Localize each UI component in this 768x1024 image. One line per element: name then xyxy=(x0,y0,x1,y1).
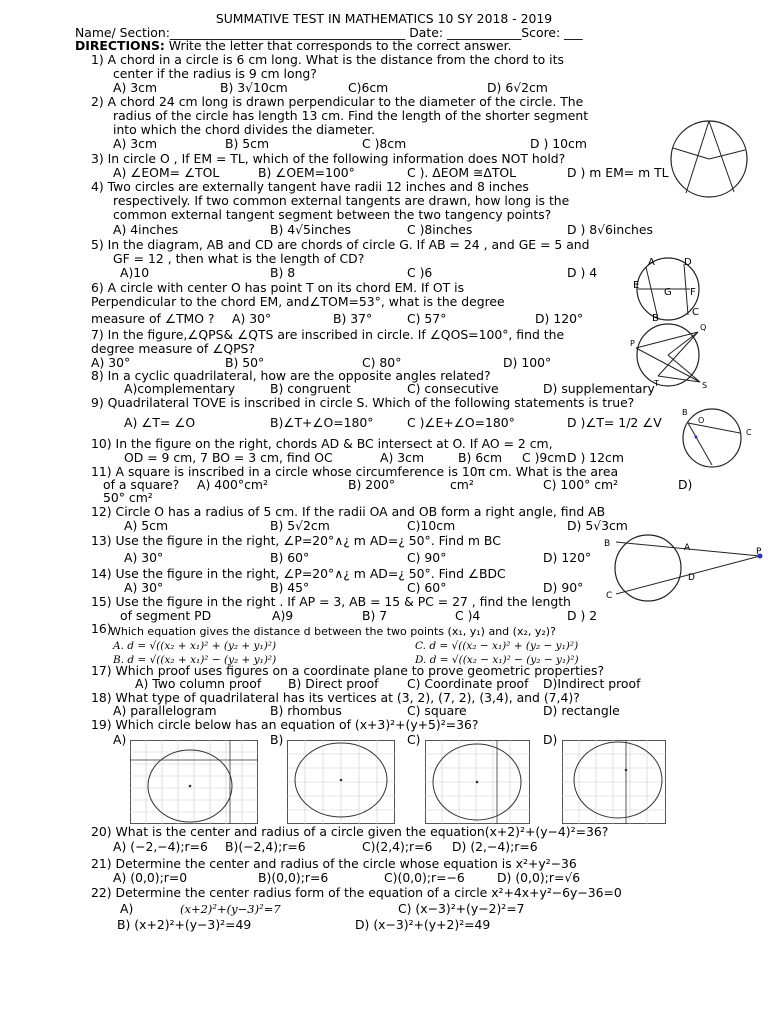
q16-choice-b: B. d = √((x₂ + x₁)² − (y₂ + y₁)²) xyxy=(113,654,277,666)
q10-choice-d: D ) 12cm xyxy=(567,450,624,465)
q17-choice-d: D)Indirect proof xyxy=(543,676,641,691)
q22-line-1: 22) Determine the center radius form of the equation of a circle x²+4x+y²−6y−36=0 xyxy=(91,885,622,900)
q11-line-3: 50° cm² xyxy=(103,490,153,505)
q7-label-t: T xyxy=(654,379,659,388)
q19-graph-b xyxy=(287,740,395,824)
q13-choice-a: A) 30° xyxy=(124,550,164,565)
q2-line-3: into which the chord divides the diameter. xyxy=(113,122,376,137)
q8-choice-a: A)complementary xyxy=(124,381,236,396)
q15-line-2: of segment PD xyxy=(120,608,212,623)
q7-line-2: degree measure of ∠QPS? xyxy=(91,341,255,356)
q2-line-1: 2) A chord 24 cm long is drawn perpendicular to the diameter of the circle. The xyxy=(91,94,584,109)
q10-line-1: 10) In the figure on the right, chords AD & BC intersect at O. If AO = 2 cm, xyxy=(91,436,553,451)
q8-choice-c: C) consecutive xyxy=(407,381,499,396)
q22-choice-b: B) (x+2)²+(y−3)²=49 xyxy=(117,917,252,932)
q18-choice-d: D) rectangle xyxy=(543,703,620,718)
q11-line-1: 11) A square is inscribed in a circle whose circumference is 10π cm. What is the area xyxy=(91,464,619,479)
q19-choice-c: C) xyxy=(407,732,421,747)
q17-line-1: 17) Which proof uses figures on a coordinate plane to prove geometric properties? xyxy=(91,663,605,678)
q15-choice-b: B) 7 xyxy=(362,608,388,623)
q3-choice-c: C ). ΔEOM ≅ΔTOL xyxy=(407,165,517,180)
q20-choice-c: C)(2,4);r=6 xyxy=(362,839,433,854)
q5-line-2: GF = 12 , then what is the length of CD? xyxy=(113,251,365,266)
q6-line-3: measure of ∠TMO ? xyxy=(91,311,215,326)
q13-label-p: P xyxy=(756,547,762,557)
q1-line-1: 1) A chord in a circle is 6 cm long. What is the distance from the chord to its xyxy=(91,52,564,67)
q15-choice-a: A)9 xyxy=(272,608,294,623)
q8-line-1: 8) In a cyclic quadrilateral, how are the opposite angles related? xyxy=(91,368,491,383)
q14-choice-b: B) 45° xyxy=(270,580,310,595)
q13-choice-b: B) 60° xyxy=(270,550,310,565)
q10-choice-b: B) 6cm xyxy=(458,450,503,465)
q3-line-1: 3) In circle O , If EM = TL, which of the following information does NOT hold? xyxy=(91,151,566,166)
q11-choice-b: B) 200° xyxy=(348,477,396,492)
q10-choice-c: C )9cm xyxy=(522,450,567,465)
q16-line-1: Which equation gives the distance d between the two points (x₁, y₁) and (x₂, y₂)? xyxy=(110,625,556,638)
q20-choice-d: D) (2,−4);r=6 xyxy=(452,839,538,854)
q10-choice-a: A) 3cm xyxy=(380,450,425,465)
q5-choice-a: A)10 xyxy=(120,265,150,280)
q5-label-c: C xyxy=(692,307,699,318)
q21-line-1: 21) Determine the center and radius of the circle whose equation is x²+y²−36 xyxy=(91,856,577,871)
q9-choice-a: A) ∠T= ∠O xyxy=(124,415,196,430)
q21-choice-b: B)(0,0);r=6 xyxy=(258,870,329,885)
q19-line-1: 19) Which circle below has an equation of (x+3)²+(y+5)²=36? xyxy=(91,717,479,732)
q14-choice-a: A) 30° xyxy=(124,580,164,595)
q22-choice-d: D) (x−3)²+(y+2)²=49 xyxy=(355,917,491,932)
q15-line-1: 15) Use the figure in the right . If AP = 3, AB = 15 & PC = 27 , find the length xyxy=(91,594,571,609)
q4-choice-c: C )8inches xyxy=(407,222,473,237)
q1-line-2: center if the radius is 9 cm long? xyxy=(113,66,317,81)
q21-choice-d: D) (0,0);r=√6 xyxy=(497,870,581,885)
q4-choice-b: B) 4√5inches xyxy=(270,222,351,237)
q4-line-2: respectively. If two common external tangents are drawn, how long is the xyxy=(113,193,570,208)
q13-circle-figure xyxy=(598,532,768,602)
q15-choice-d: D ) 2 xyxy=(567,608,598,623)
q6-choice-c: C) 57° xyxy=(407,311,447,326)
q17-choice-b: B) Direct proof xyxy=(288,676,379,691)
q9-circle-figure xyxy=(676,405,756,471)
q3-choice-a: A) ∠EOM= ∠TOL xyxy=(113,165,220,180)
directions xyxy=(75,39,512,53)
q14-line-1: 14) Use the figure in the right, ∠P=20°∧¿ m AD=¿ 50°. Find ∠BDC xyxy=(91,566,506,581)
q18-choice-b: B) rhombus xyxy=(270,703,342,718)
q19-graph-d xyxy=(562,740,666,824)
q7-line-1: 7) In the figure,∠QPS& ∠QTS are inscribed in circle. If ∠QOS=100°, find the xyxy=(91,327,565,342)
q5-choice-d: D ) 4 xyxy=(567,265,598,280)
q16-choice-a: A. d = √((x₂ + x₁)² + (y₂ + y₁)²) xyxy=(113,640,277,652)
q1-choice-b: B) 3√10cm xyxy=(220,80,288,95)
q5-label-g: G xyxy=(664,287,672,298)
q6-line-1: 6) A circle with center O has point T on its chord EM. If OT is xyxy=(91,280,465,295)
q5-choice-c: C )6 xyxy=(407,265,433,280)
q5-label-e: E xyxy=(633,280,640,291)
q4-line-3: common external tangent segment between the two tangency points? xyxy=(113,207,552,222)
q9-label-o: O xyxy=(698,416,705,425)
q18-choice-a: A) parallelogram xyxy=(113,703,217,718)
q5-label-a: A xyxy=(648,257,655,268)
q7-choice-a: A) 30° xyxy=(91,355,131,370)
q21-choice-a: A) (0,0);r=0 xyxy=(113,870,188,885)
q13-choice-c: C) 90° xyxy=(407,550,447,565)
q14-choice-c: C) 60° xyxy=(407,580,447,595)
q5-label-b: B xyxy=(652,313,659,323)
q3-circle-figure xyxy=(668,118,750,200)
directions-text: Write the letter that corresponds to the correct answer. xyxy=(164,38,512,53)
q7-label-q: Q xyxy=(700,323,707,332)
q12-line-1: 12) Circle O has a radius of 5 cm. If the radii OA and OB form a right angle, find AB xyxy=(91,504,606,519)
q2-choice-d: D ) 10cm xyxy=(530,136,587,151)
q19-graph-a xyxy=(130,740,258,824)
q11-choice-c: C) 100° cm² xyxy=(543,477,619,492)
q11-choice-a: A) 400°cm² xyxy=(197,477,268,492)
q9-label-c: C xyxy=(746,428,752,437)
q8-choice-b: B) congruent xyxy=(270,381,351,396)
q7-label-s: S xyxy=(702,381,708,390)
q6-choice-d: D) 120° xyxy=(535,311,584,326)
q22-choice-a: (x+2)²+(y−3)²=7 xyxy=(180,902,281,916)
q17-choice-a: A) Two column proof xyxy=(135,676,262,691)
q14-choice-d: D) 90° xyxy=(543,580,584,595)
q20-choice-b: B)(−2,4);r=6 xyxy=(225,839,306,854)
q20-choice-a: A) (−2,−4);r=6 xyxy=(113,839,208,854)
q12-choice-b: B) 5√2cm xyxy=(270,518,330,533)
q19-choice-a: A) xyxy=(113,732,127,747)
q4-choice-a: A) 4inches xyxy=(113,222,179,237)
q8-choice-d: D) supplementary xyxy=(543,381,655,396)
q18-choice-c: C) square xyxy=(407,703,467,718)
q3-choice-b: B) ∠OEM=100° xyxy=(258,165,355,180)
q19-graph-c xyxy=(425,740,530,824)
q11-line-2: of a square? xyxy=(103,477,180,492)
q9-choice-b: B)∠T+∠O=180° xyxy=(270,415,374,430)
q16-choice-d: D. d = √((x₂ − x₁)² − (y₂ − y₁)²) xyxy=(415,654,579,666)
q5-choice-b: B) 8 xyxy=(270,265,296,280)
q13-label-a: A xyxy=(684,543,691,553)
q11-choice-d: D) xyxy=(678,477,693,492)
q21-choice-c: C)(0,0);r=−6 xyxy=(384,870,465,885)
q17-choice-c: C) Coordinate proof xyxy=(407,676,529,691)
q13-line-1: 13) Use the figure in the right, ∠P=20°∧¿ m AD=¿ 50°. Find m BC xyxy=(91,533,501,548)
q12-choice-c: C)10cm xyxy=(407,518,456,533)
q18-line-1: 18) What type of quadrilateral has its vertices at (3, 2), (7, 2), (3,4), and (7,4)? xyxy=(91,690,580,705)
q13-label-b: B xyxy=(604,539,611,549)
q7-choice-c: C) 80° xyxy=(362,355,402,370)
q3-choice-d: D ) m EM= m TL xyxy=(567,165,669,180)
q10-line-2: OD = 9 cm, 7 BO = 3 cm, find OC xyxy=(124,450,333,465)
q2-choice-a: A) 3cm xyxy=(113,136,158,151)
q12-choice-a: A) 5cm xyxy=(124,518,169,533)
q15-choice-c: C )4 xyxy=(455,608,481,623)
q22-choice-c: C) (x−3)²+(y−2)²=7 xyxy=(398,901,525,916)
q1-choice-c: C)6cm xyxy=(348,80,389,95)
q12-choice-d: D) 5√3cm xyxy=(567,518,628,533)
q5-line-1: 5) In the diagram, AB and CD are chords of circle G. If AB = 24 , and GE = 5 and xyxy=(91,237,590,252)
q1-choice-d: D) 6√2cm xyxy=(487,80,548,95)
q19-choice-d: D) xyxy=(543,732,558,747)
q16-number: 16) xyxy=(91,621,112,636)
q7-choice-b: B) 50° xyxy=(225,355,265,370)
q13-choice-d: D) 120° xyxy=(543,550,592,565)
q5-circle-figure xyxy=(628,255,710,323)
q22-choice-a-label: A) xyxy=(120,901,134,916)
directions-label: DIRECTIONS: xyxy=(75,38,165,53)
page-title: SUMMATIVE TEST IN MATHEMATICS 10 SY 2018 - 2019 xyxy=(215,11,553,26)
q9-choice-c: C )∠E+∠O=180° xyxy=(407,415,515,430)
q13-label-c: C xyxy=(606,591,613,601)
q20-line-1: 20) What is the center and radius of a circle given the equation(x+2)²+(y−4)²=36? xyxy=(91,824,609,839)
q6-choice-a: A) 30° xyxy=(232,311,272,326)
q5-label-d: D xyxy=(684,257,692,268)
q4-line-1: 4) Two circles are externally tangent have radii 12 inches and 8 inches xyxy=(91,179,529,194)
q6-line-2: Perpendicular to the chord EM, and∠TOM=53°, what is the degree xyxy=(91,294,505,309)
q4-choice-d: D ) 8√6inches xyxy=(567,222,653,237)
q13-label-d: D xyxy=(688,573,695,583)
q2-line-2: radius of the circle has length 13 cm. Find the length of the shorter segment xyxy=(113,108,589,123)
q9-line-1: 9) Quadrilateral TOVE is inscribed in circle S. Which of the following statements is true? xyxy=(91,395,635,410)
q7-circle-figure xyxy=(628,320,710,390)
q2-choice-b: B) 5cm xyxy=(225,136,270,151)
q2-choice-c: C )8cm xyxy=(362,136,407,151)
q9-label-b: B xyxy=(682,408,688,417)
q5-label-f: F xyxy=(690,287,696,298)
q19-choice-b: B) xyxy=(270,732,284,747)
q1-choice-a: A) 3cm xyxy=(113,80,158,95)
q11-unit: cm² xyxy=(450,477,474,492)
q16-choice-c: C. d = √((x₂ − x₁)² + (y₂ − y₁)²) xyxy=(415,640,579,652)
q7-label-p: P xyxy=(630,339,635,348)
q7-choice-d: D) 100° xyxy=(503,355,552,370)
name-section-line: Name/ Section:______________________________________ Date: ____________Score: ___ xyxy=(75,25,583,40)
q6-choice-b: B) 37° xyxy=(333,311,373,326)
q9-choice-d: D )∠T= 1/2 ∠V xyxy=(567,415,662,430)
